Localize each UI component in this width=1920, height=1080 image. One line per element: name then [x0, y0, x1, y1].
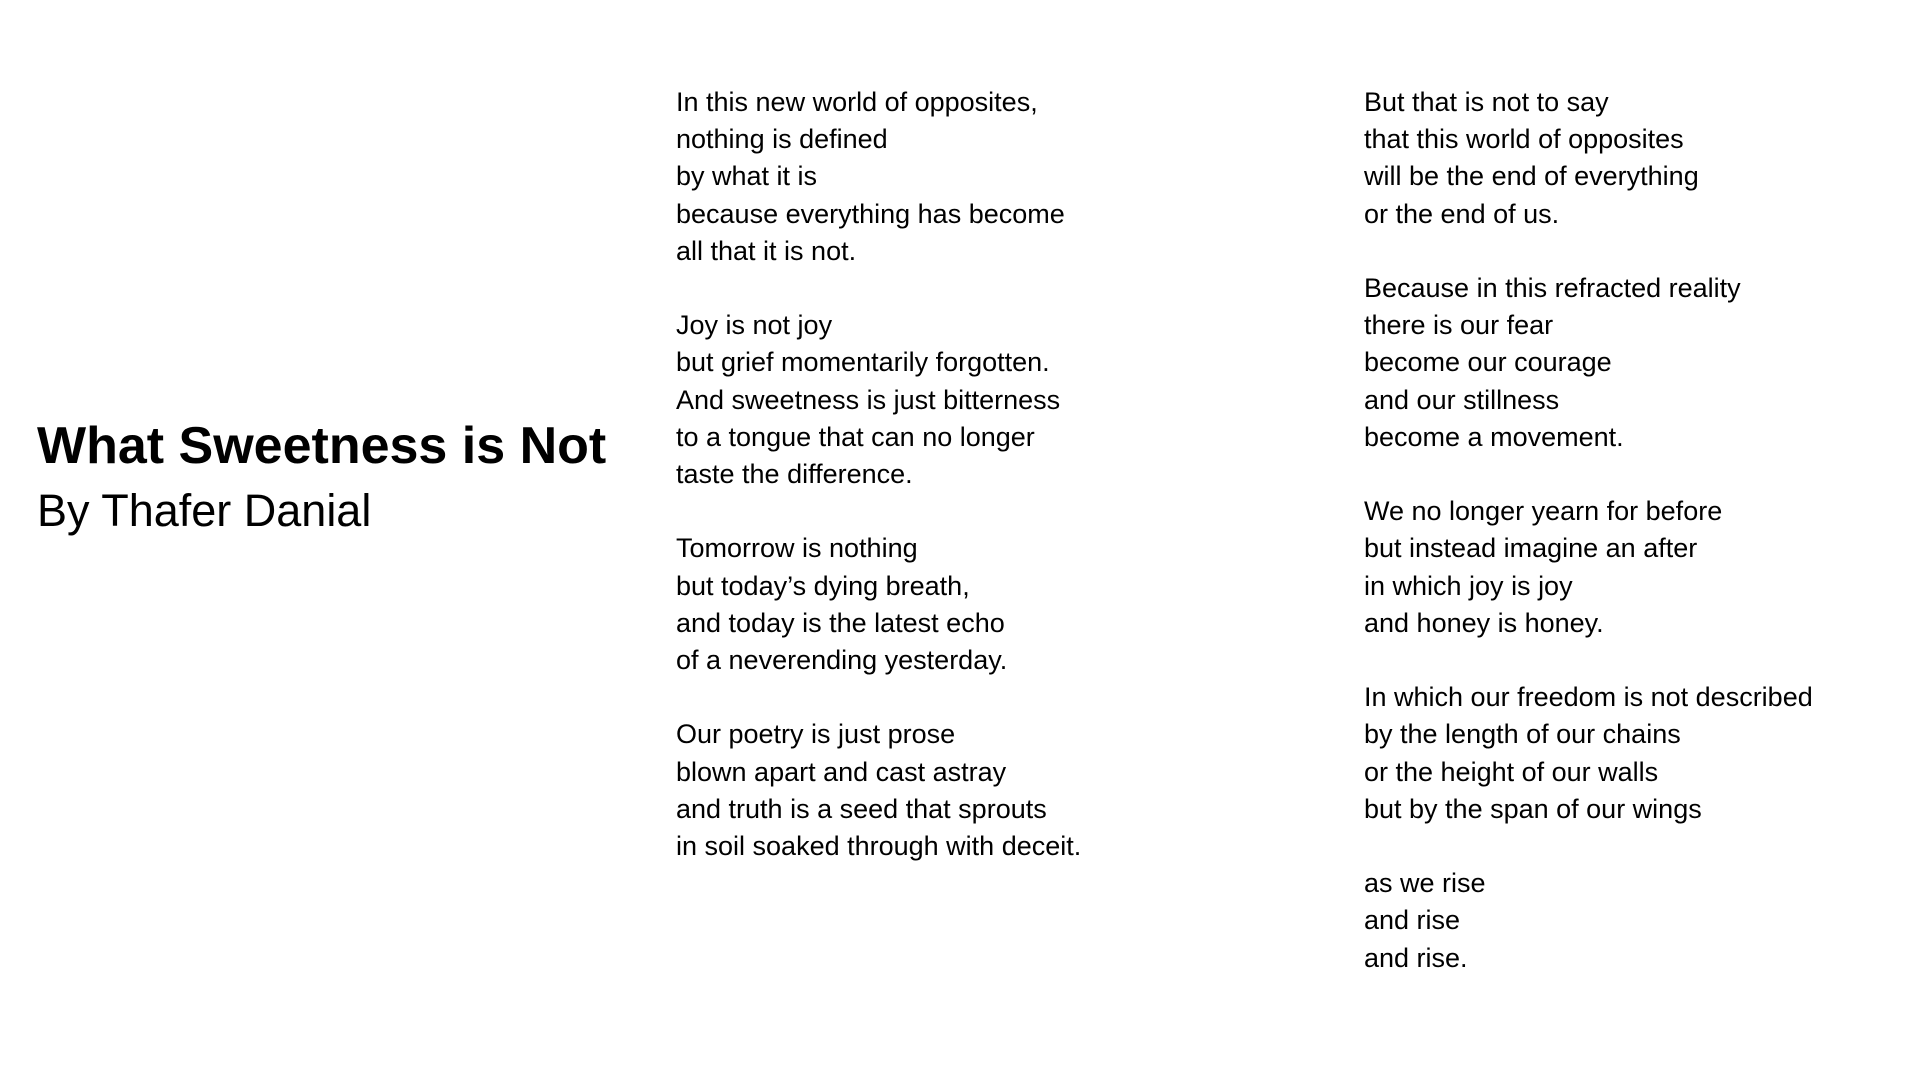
poem-line: But that is not to say — [1364, 87, 1609, 117]
poem-line: Because in this refracted reality — [1364, 273, 1741, 303]
poem-line: but today’s dying breath, — [676, 570, 970, 601]
poem-line: and rise — [1364, 905, 1461, 936]
poem-line: and honey is honey. — [1364, 607, 1604, 638]
poem-line: of a neverending yesterday. — [676, 645, 1008, 676]
poem-column-2 — [1364, 84, 1813, 1014]
poem-title: What Sweetness is Not — [37, 417, 607, 475]
poem-line: blown apart and cast astray — [676, 756, 1007, 787]
poem-line: but instead imagine an after — [1364, 533, 1698, 564]
poem-line: or the height of our walls — [1364, 756, 1659, 787]
poem-line: will be the end of everything — [1364, 161, 1699, 192]
stanza — [1364, 679, 1813, 828]
poem-line: that this world of opposites — [1364, 124, 1684, 155]
stanza — [676, 84, 1081, 270]
poem-line: to a tongue that can no longer — [676, 421, 1035, 452]
poem-line: Our poetry is just prose — [676, 719, 956, 750]
poem-line: taste the difference. — [676, 459, 913, 490]
poem-line: and our stillness — [1364, 384, 1560, 415]
stanza — [676, 716, 1081, 865]
stanza — [676, 307, 1081, 493]
poem-line: become a movement. — [1364, 421, 1624, 452]
title-block — [37, 412, 637, 542]
poem-line: and rise. — [1364, 942, 1468, 973]
poem-column-1 — [676, 84, 1081, 902]
poem-line: In which our freedom is not described — [1364, 682, 1813, 713]
poem-line: or the end of us. — [1364, 198, 1560, 229]
poem-line: We no longer yearn for before — [1364, 496, 1723, 527]
poem-line: there is our fear — [1364, 310, 1554, 341]
poem-line: nothing is defined — [676, 124, 888, 155]
stanza — [1364, 865, 1813, 977]
poem-line: And sweetness is just bitterness — [676, 384, 1061, 415]
poem-line: and today is the latest echo — [676, 607, 1005, 638]
stanza — [676, 530, 1081, 679]
poem-author: By Thafer Danial — [37, 485, 372, 536]
poem-line: by what it is — [676, 161, 818, 192]
stanza — [1364, 84, 1813, 233]
stanza — [1364, 493, 1813, 642]
poem-line: by the length of our chains — [1364, 719, 1681, 750]
poem-line: Joy is not joy — [676, 310, 833, 341]
poem-line: In this new world of opposites, — [676, 87, 1038, 117]
poem-line: all that it is not. — [676, 235, 857, 266]
poem-line: but grief momentarily forgotten. — [676, 347, 1050, 378]
poem-line: and truth is a seed that sprouts — [676, 793, 1047, 824]
poem-line: because everything has become — [676, 198, 1065, 229]
poem-line: as we rise — [1364, 868, 1486, 899]
poem-line: become our courage — [1364, 347, 1612, 378]
poem-line: but by the span of our wings — [1364, 793, 1702, 824]
stanza — [1364, 270, 1813, 456]
poem-line: Tomorrow is nothing — [676, 533, 918, 564]
poem-line: in soil soaked through with deceit. — [676, 831, 1082, 862]
poem-line: in which joy is joy — [1364, 570, 1573, 601]
